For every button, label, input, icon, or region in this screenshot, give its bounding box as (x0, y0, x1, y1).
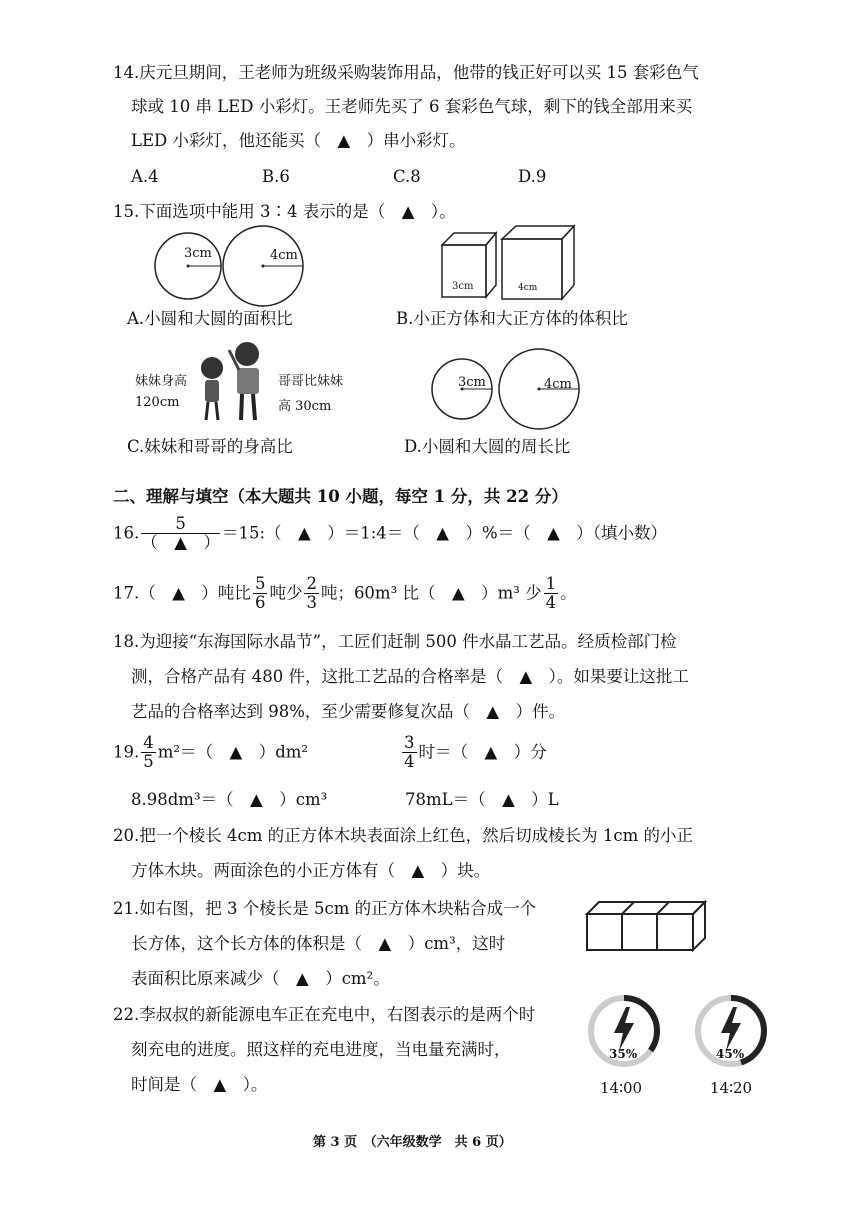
q15-c-left-line2: 120cm (135, 395, 180, 410)
q22-line2: 刻充电的进度。照这样的充电进度，当电量充满时， (131, 1040, 511, 1059)
q18-line3: 艺品的合格率达到 98%，至少需要修复次品（ ▲ ）件。 (131, 702, 566, 721)
q15-b-big-label: 4cm (518, 283, 538, 293)
q15-a-big-label: 4cm (270, 248, 298, 263)
q15-c-left-line1: 妹妹身高 (135, 374, 188, 389)
q22-line3: 时间是（ ▲ ）。 (131, 1075, 268, 1094)
q17-fraction-2-numerator: 2 (306, 574, 317, 593)
q15-d-circles (430, 355, 590, 435)
q19-part-c: 8.98dm³＝（ ▲ ）cm³ (131, 790, 328, 809)
q19-fraction-1 (141, 734, 156, 771)
q15-a-caption: A.小圆和大圆的面积比 (127, 309, 293, 328)
q14-line2: 球或 10 串 LED 小彩灯。王老师先买了 6 套彩色气球，剩下的钱全部用来买 (131, 97, 693, 116)
lightning-icon (614, 1007, 634, 1051)
q19-part-d: 78mL＝（ ▲ ）L (405, 790, 559, 809)
q17-fraction-1 (253, 575, 268, 612)
q21-cuboid-figure (585, 900, 715, 960)
q20-line2: 方体木块。两面涂色的小正方体有（ ▲ ）块。 (131, 861, 491, 880)
q15-a-small-label: 3cm (184, 246, 212, 261)
q17-fraction-2 (304, 575, 319, 612)
lightning-icon (721, 1007, 741, 1051)
q15-c-children-illustration (195, 338, 275, 428)
q17-fraction-1-numerator: 5 (254, 574, 266, 593)
q19-fraction-2-denominator: 4 (404, 752, 415, 771)
q22-gauge-2 (693, 993, 773, 1073)
q17-fraction-2-denominator: 3 (306, 593, 317, 612)
q15-c-right-line1: 哥哥比妹妹 (278, 374, 344, 389)
q14-option-c: C.8 (393, 167, 421, 186)
q15-c-right-line2: 高 30cm (278, 399, 332, 414)
q18-line1: 18.为迎接“东海国际水晶节”，工匠们赶制 500 件水晶工艺品。经质检部门检 (113, 632, 677, 651)
q19-fraction-2 (402, 734, 417, 771)
q21-line1: 21.如右图，把 3 个棱长是 5cm 的正方体木块粘合成一个 (113, 899, 537, 918)
q19-left (113, 734, 308, 771)
q14-option-d: D.9 (518, 167, 547, 186)
q14-line3: LED 小彩灯，他还能买（ ▲ ）串小彩灯。 (131, 131, 466, 150)
q20-line1: 20.把一个棱长 4cm 的正方体木块表面涂上红色，然后切成棱长为 1cm 的小正 (113, 826, 693, 845)
q22-gauge-1-time: 14∶00 (600, 1079, 643, 1097)
q14-option-b: B.6 (262, 167, 290, 186)
q17-part-d: 。 (560, 583, 577, 603)
page-footer: 第 3 页 （六年级数学 共 6 页） (313, 1135, 512, 1150)
q17-part-a: 17.（ ▲ ）吨比 (113, 583, 251, 603)
q19-fraction-2-numerator: 3 (404, 733, 415, 752)
q17-fraction-3 (544, 575, 559, 612)
q19-right (400, 734, 547, 771)
q14-option-a: A.4 (131, 167, 159, 186)
q16-rest: ＝15:（ ▲ ）＝1:4＝（ ▲ ）%＝（ ▲ ）（填小数） (221, 523, 668, 543)
q15-d-caption: D.小圆和大圆的周长比 (404, 437, 571, 456)
q14-line1: 14.庆元旦期间，王老师为班级采购装饰用品，他带的钱正好可以买 15 套彩色气 (113, 63, 699, 82)
q21-line2: 长方体，这个长方体的体积是（ ▲ ）cm³，这时 (131, 934, 506, 953)
q16-fraction-numerator: 5 (141, 515, 220, 534)
q15-d-small-label: 3cm (458, 375, 486, 390)
q17-fraction-3-numerator: 1 (545, 574, 557, 593)
q15-stem: 15.下面选项中能用 3∶4 表示的是（ ▲ ）。 (113, 202, 456, 221)
q15-c-caption: C.妹妹和哥哥的身高比 (127, 437, 293, 456)
section-two-heading: 二、理解与填空（本大题共 10 小题，每空 1 分，共 22 分） (113, 487, 568, 506)
q17-part-c: 吨；60m³ 比（ ▲ ）m³ 少 (320, 583, 542, 603)
q17-fraction-3-denominator: 4 (545, 593, 557, 612)
q22-gauge-1 (586, 993, 666, 1073)
q22-gauge-1-percent: 35% (609, 1047, 638, 1061)
q17-part-b: 吨少 (269, 583, 303, 603)
q15-a-circles (150, 228, 310, 308)
q15-b-cubes (440, 225, 580, 305)
q19-number: 19. (113, 742, 140, 762)
q16-number: 16. (113, 523, 140, 543)
q22-gauge-2-percent: 45% (716, 1047, 745, 1061)
q16-fraction (141, 515, 220, 552)
q15-b-caption: B.小正方体和大正方体的体积比 (396, 309, 628, 328)
q15-b-small-label: 3cm (452, 281, 474, 292)
q17 (113, 575, 577, 612)
q19-part-a: m²＝（ ▲ ）dm² (157, 742, 309, 762)
q22-gauge-2-time: 14∶20 (710, 1079, 753, 1097)
q16-fraction-denominator: （ ▲ ） (141, 533, 220, 552)
q18-line2: 测，合格产品有 480 件，这批工艺品的合格率是（ ▲ ）。如果要让这批工 (131, 667, 689, 686)
q19-part-b: 时＝（ ▲ ）分 (418, 742, 547, 762)
q19-fraction-1-numerator: 4 (143, 733, 154, 752)
q19-fraction-1-denominator: 5 (143, 752, 154, 771)
q16 (113, 515, 667, 552)
q22-line1: 22.李叔叔的新能源电车正在充电中，右图表示的是两个时 (113, 1005, 536, 1024)
q21-line3: 表面积比原来减少（ ▲ ）cm²。 (131, 969, 390, 988)
q15-d-big-label: 4cm (544, 377, 572, 392)
q17-fraction-1-denominator: 6 (254, 593, 266, 612)
